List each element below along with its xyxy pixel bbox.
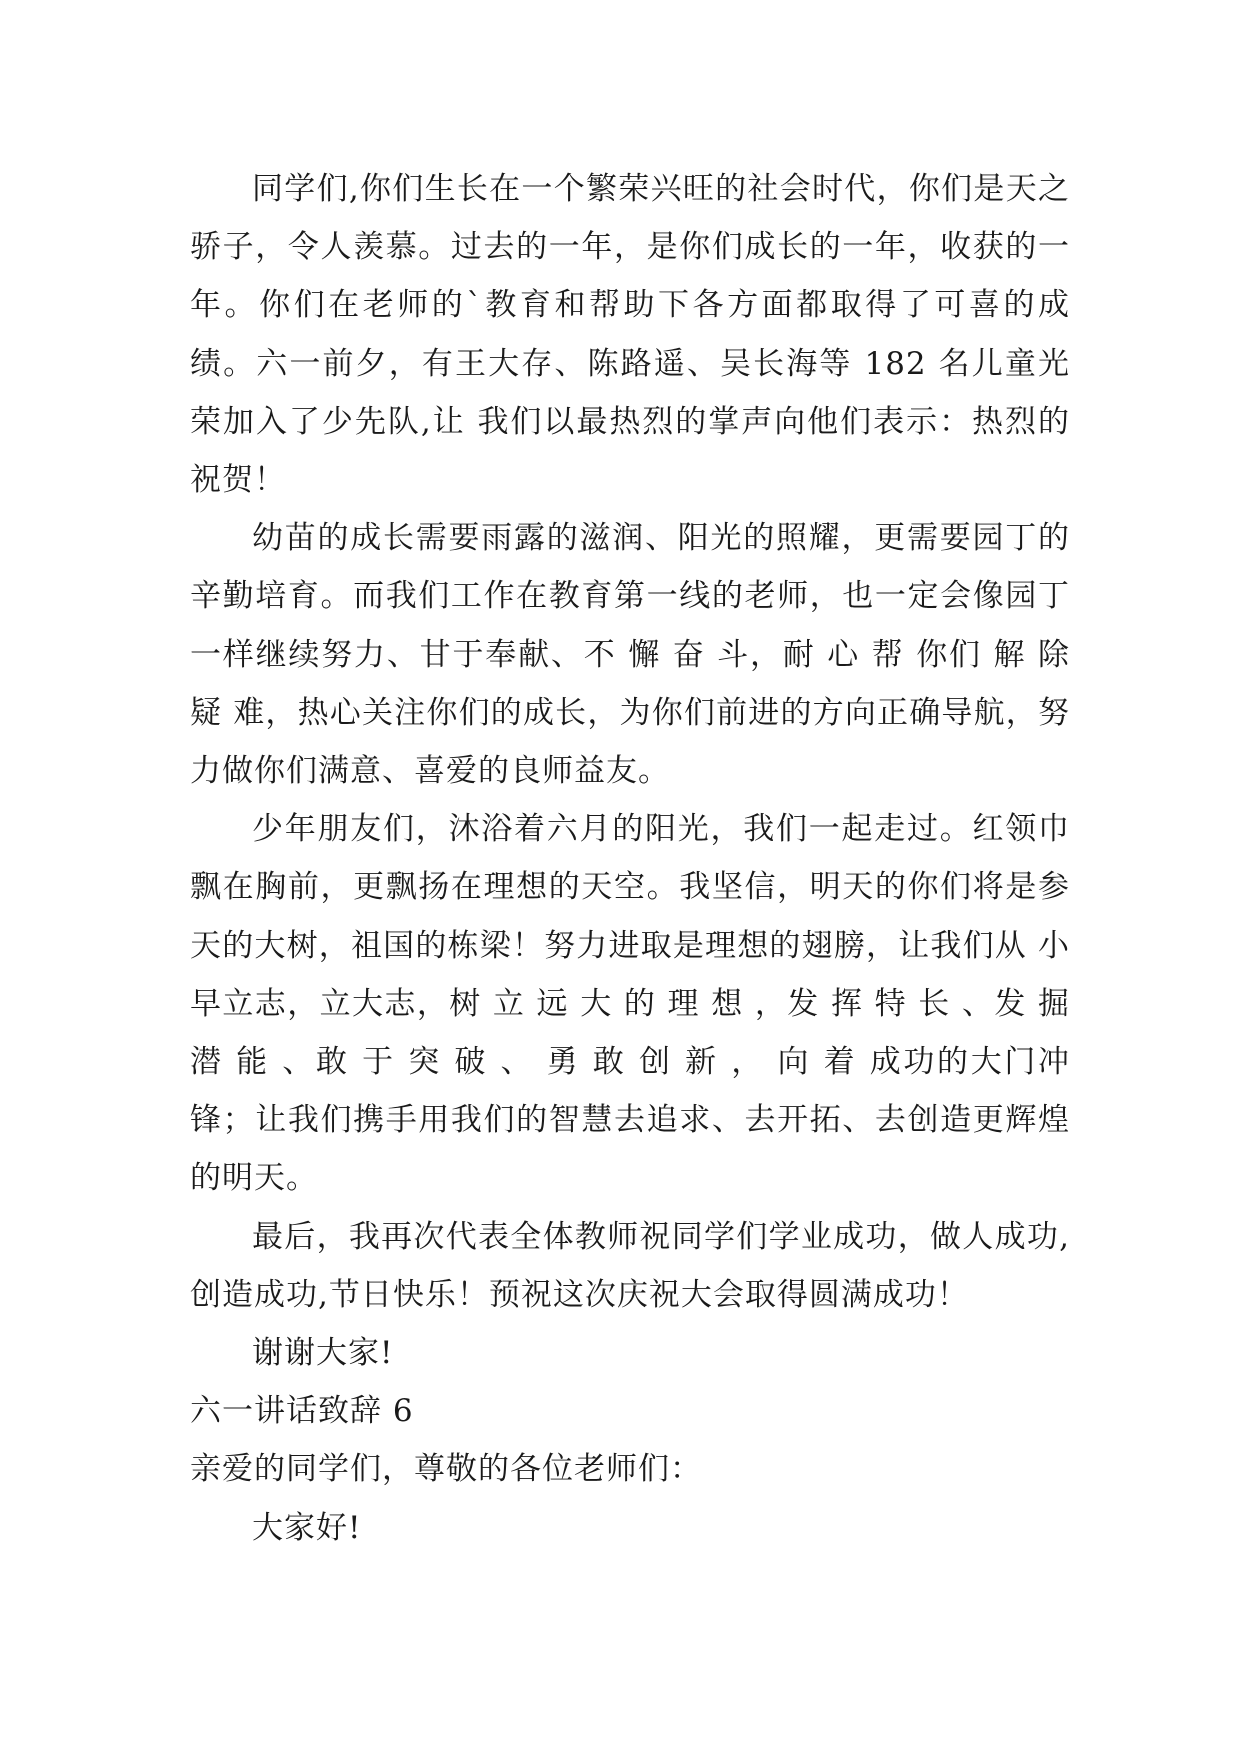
salutation: 亲爱的同学们，尊敬的各位老师们：	[190, 1451, 702, 1488]
paragraph-4: 最后，我再次代表全体教师祝同学们学业成功，做人成功,创造成功,节日快乐！预祝这次庆祝大会取得圆满成功！	[190, 1218, 1070, 1313]
paragraph-3: 少年朋友们，沐浴着六月的阳光，我们一起走过。红领巾飘在胸前，更飘扬在理想的天空。我坚信，明天的你们将是参天的大树，祖国的栋梁！努力进取是理想的翅膀，让我们从 小早立志，立大志，树 立 远 大 的 理 想 ，发 挥 特 长 、发 掘 潜 能 、敢 于 突 破 、 勇 敢 创 新 ， 向 着 成功的大门冲锋；让我们携手用我们的智慧去追求、去开拓、去创造更辉煌的明天。	[190, 811, 1070, 1197]
section-title: 六一讲话致辞 6	[190, 1393, 414, 1430]
paragraph-2: 幼苗的成长需要雨露的滋润、阳光的照耀，更需要园丁的辛勤培育。而我们工作在教育第一线的老师，也一定会像园丁一样继续努力、甘于奉献、不 懈 奋 斗，耐 心 帮 你们 解 除 疑 难，热心关注你们的成长，为你们前进的方向正确导航，努力做你们满意、喜爱的良师益友。	[190, 520, 1070, 790]
paragraph-1: 同学们,你们生长在一个繁荣兴旺的社会时代，你们是天之骄子，令人羡慕。过去的一年，是你们成长的一年，收获的一年。你们在老师的`教育和帮助下各方面都取得了可喜的成绩。六一前夕，有王大存、陈路遥、吴长海等 182 名儿童光荣加入了少先队,让 我们以最热烈的掌声向他们表示：热烈的祝贺！	[190, 171, 1070, 499]
paragraph-thanks: 谢谢大家!	[252, 1335, 394, 1372]
document-body	[190, 160, 1070, 1557]
greeting: 大家好!	[252, 1509, 362, 1546]
